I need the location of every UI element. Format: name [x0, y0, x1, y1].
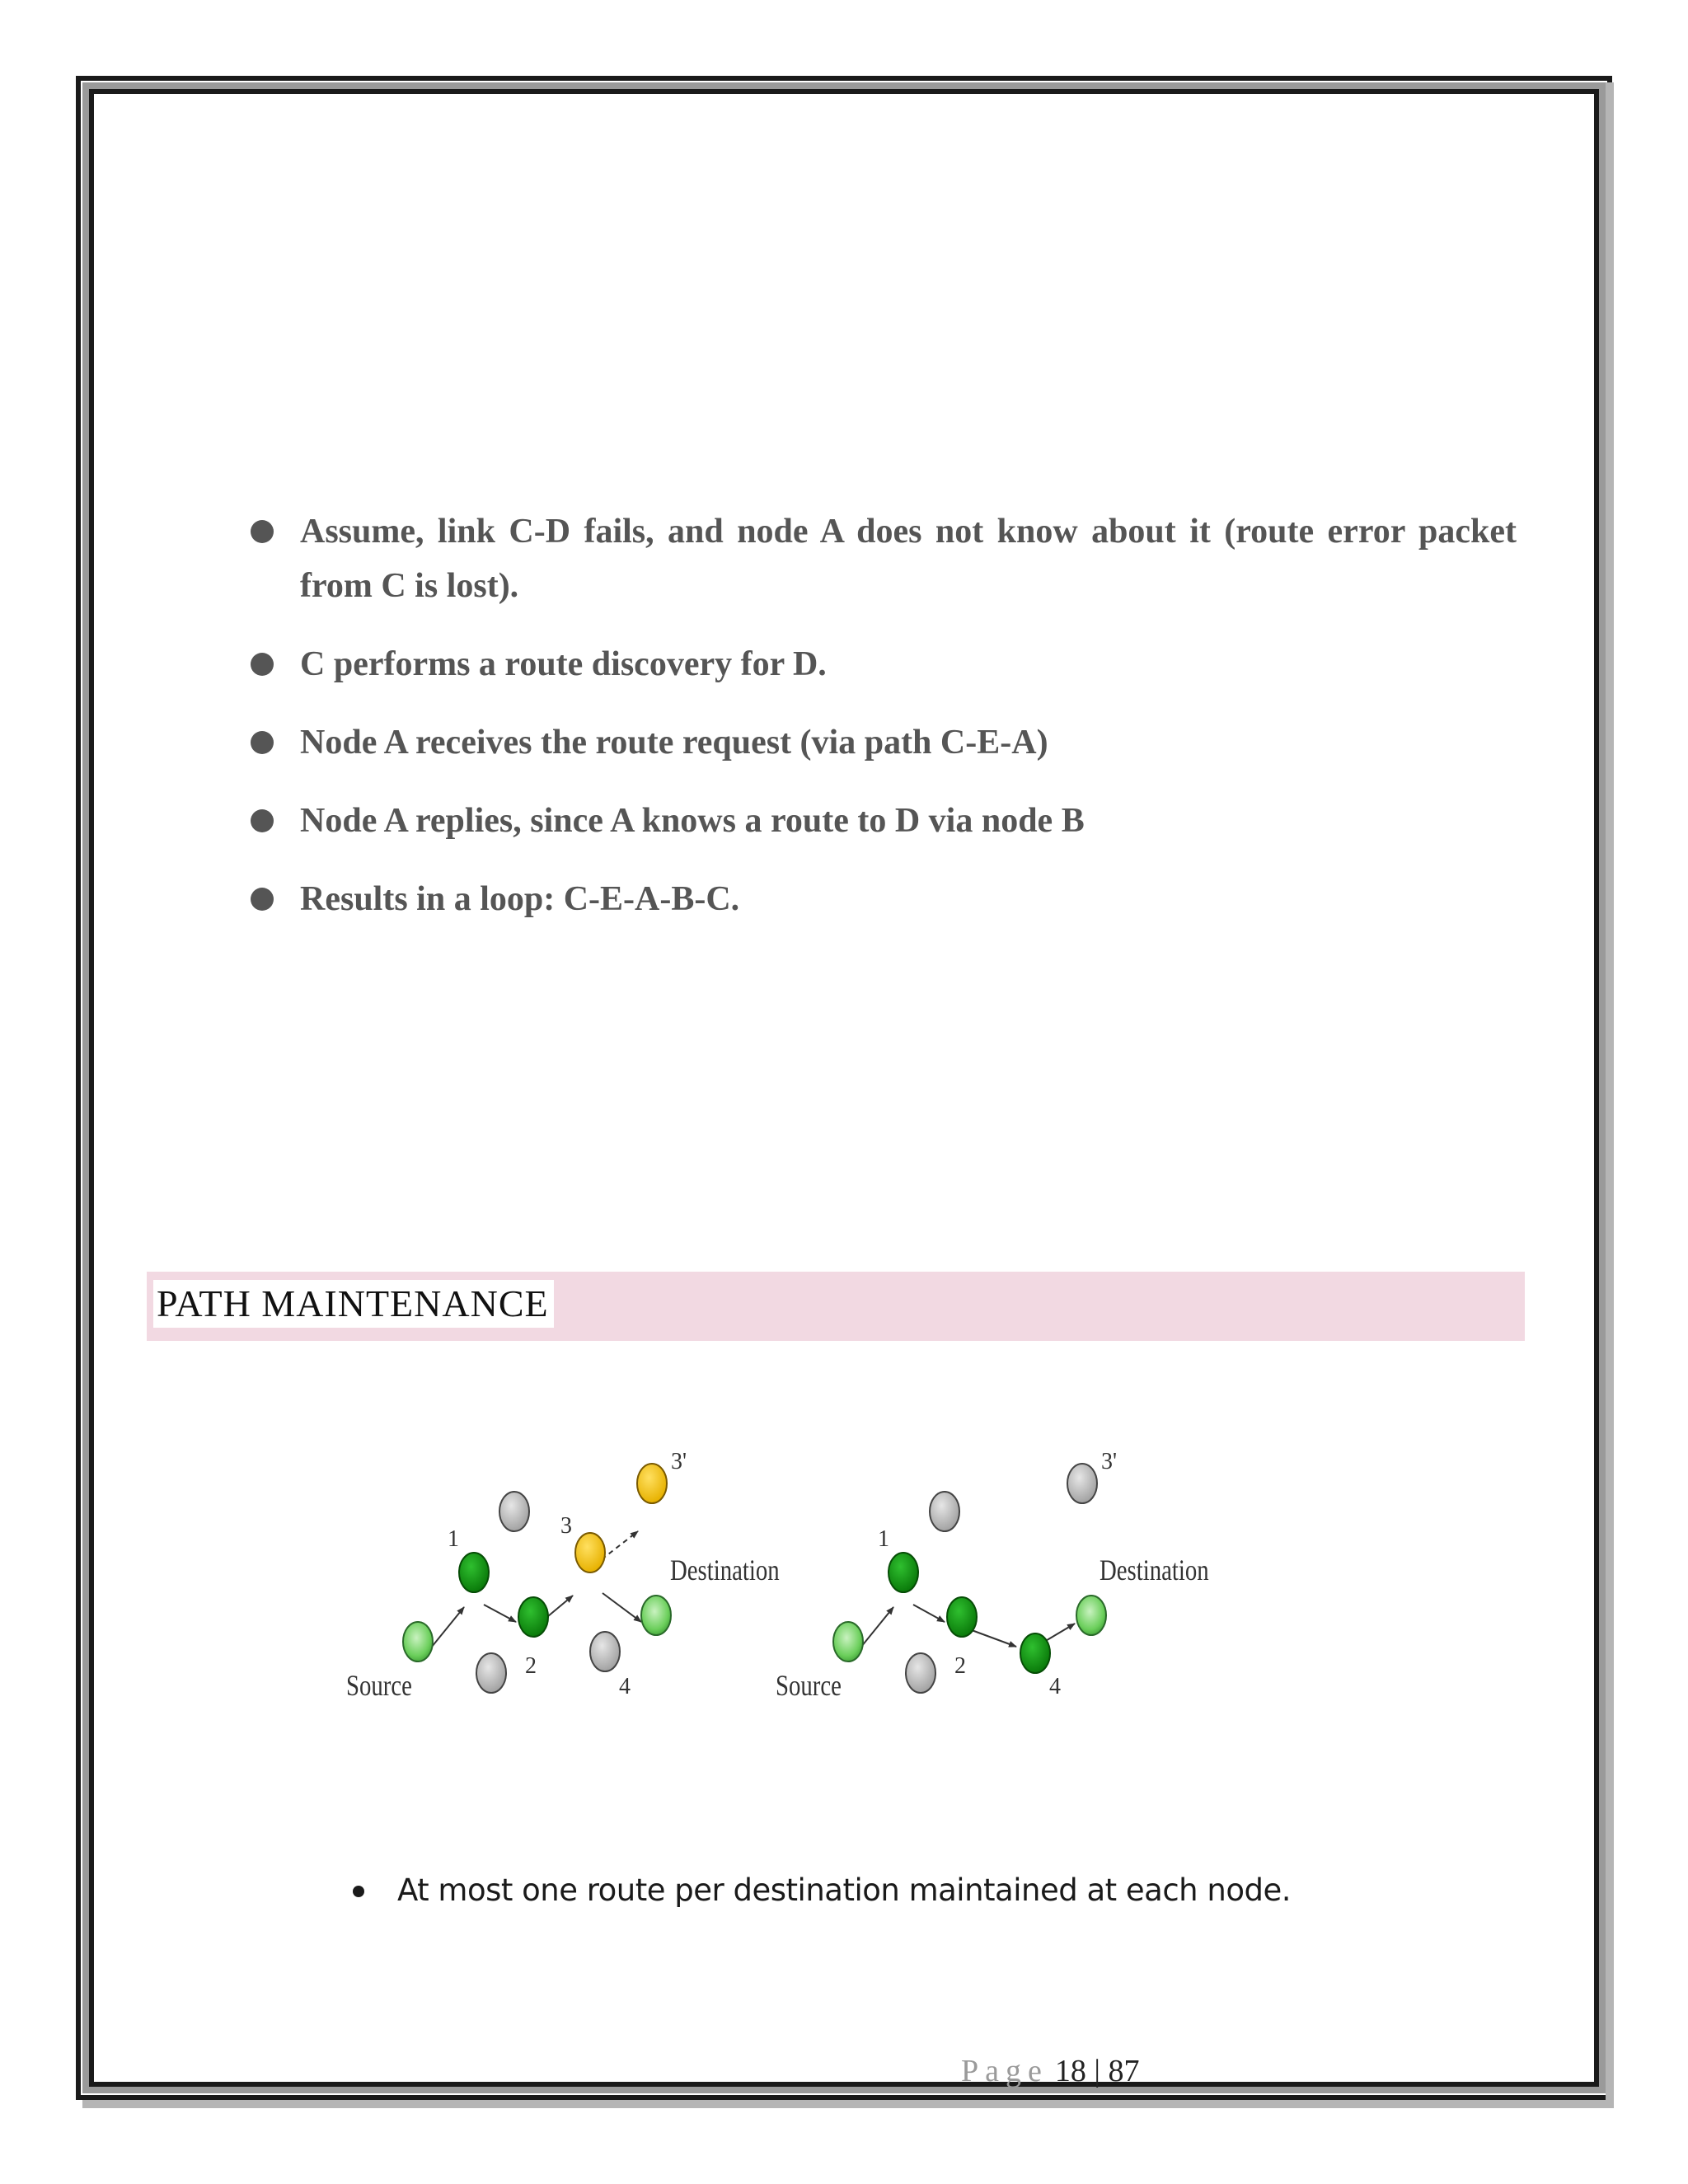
label-destination: Destination [1100, 1554, 1209, 1587]
link-arrow [603, 1593, 641, 1622]
node-gray [590, 1632, 620, 1671]
node-4 [1020, 1633, 1050, 1673]
page-footer [961, 2050, 1139, 2092]
section-title: PATH MAINTENANCE [153, 1280, 554, 1328]
diagram-right [776, 1449, 1209, 1703]
label-node-1: 1 [448, 1526, 459, 1552]
bullet-item [247, 637, 1517, 691]
node-destination [1076, 1596, 1106, 1635]
node-gray [906, 1653, 935, 1693]
path-maintenance-diagram [330, 1426, 1278, 1722]
bullet-dot [251, 731, 274, 754]
label-node-2: 2 [954, 1653, 966, 1679]
bullet-item [247, 872, 1517, 926]
diagram-left [346, 1449, 780, 1703]
node-1 [889, 1553, 918, 1592]
label-node-4: 4 [619, 1674, 631, 1699]
node-3 [575, 1533, 605, 1572]
link-arrow [972, 1630, 1016, 1647]
link-arrow [432, 1607, 464, 1647]
label-node-2: 2 [525, 1653, 537, 1679]
dashed-link-arrow [602, 1531, 638, 1559]
footer-page-number: 18 | 87 [1054, 2054, 1140, 2088]
bullet-item [247, 504, 1517, 613]
node-source [403, 1622, 433, 1661]
label-node-4: 4 [1049, 1674, 1061, 1699]
bullet-text: At most one route per destination maintained at each node. [397, 1872, 1291, 1908]
bullet-text: Assume, link C-D fails, and node A does not know about it (route error packet from C is lost). [300, 513, 1517, 605]
bullet-dot [353, 1886, 364, 1897]
node-gray [499, 1492, 529, 1531]
bullet-item [247, 715, 1517, 770]
bullet-dot [251, 888, 274, 911]
label-destination: Destination [670, 1554, 780, 1587]
node-3-prime [637, 1464, 667, 1503]
bullet-list [247, 504, 1517, 950]
label-node-3-prime: 3' [671, 1449, 687, 1474]
node-gray [930, 1492, 959, 1531]
bullet-text: Node A replies, since A knows a route to D via node B [300, 802, 1085, 840]
link-arrow [861, 1607, 893, 1647]
bullet-text: C performs a route discovery for D. [300, 645, 827, 683]
node-destination [641, 1596, 671, 1635]
node-2 [518, 1597, 548, 1637]
link-arrow [913, 1605, 945, 1622]
node-1 [459, 1553, 489, 1592]
bullet-dot [251, 653, 274, 676]
footer-page-word: Page [961, 2054, 1048, 2088]
bullet-item-secondary [349, 1866, 1291, 1915]
link-arrow [1044, 1624, 1075, 1642]
label-source: Source [346, 1670, 412, 1703]
bullet-text: Results in a loop: C-E-A-B-C. [300, 880, 740, 918]
label-node-3: 3 [560, 1513, 572, 1539]
node-gray [476, 1653, 506, 1693]
node-2 [947, 1597, 977, 1637]
link-arrow [484, 1605, 516, 1622]
bullet-dot [251, 520, 274, 543]
section-heading-bar [147, 1272, 1525, 1341]
node-source [833, 1622, 863, 1661]
node-gray-3-prime [1067, 1464, 1097, 1503]
label-source: Source [776, 1670, 842, 1703]
bullet-item [247, 794, 1517, 848]
label-node-3-prime: 3' [1101, 1449, 1118, 1474]
bullet-text: Node A receives the route request (via path C-E-A) [300, 724, 1048, 762]
page-border-shadow-right [1606, 82, 1614, 2102]
bullet-dot [251, 809, 274, 832]
label-node-1: 1 [878, 1526, 889, 1552]
page-border-shadow-bottom [82, 2100, 1614, 2108]
page-border-inner [89, 89, 1599, 2087]
